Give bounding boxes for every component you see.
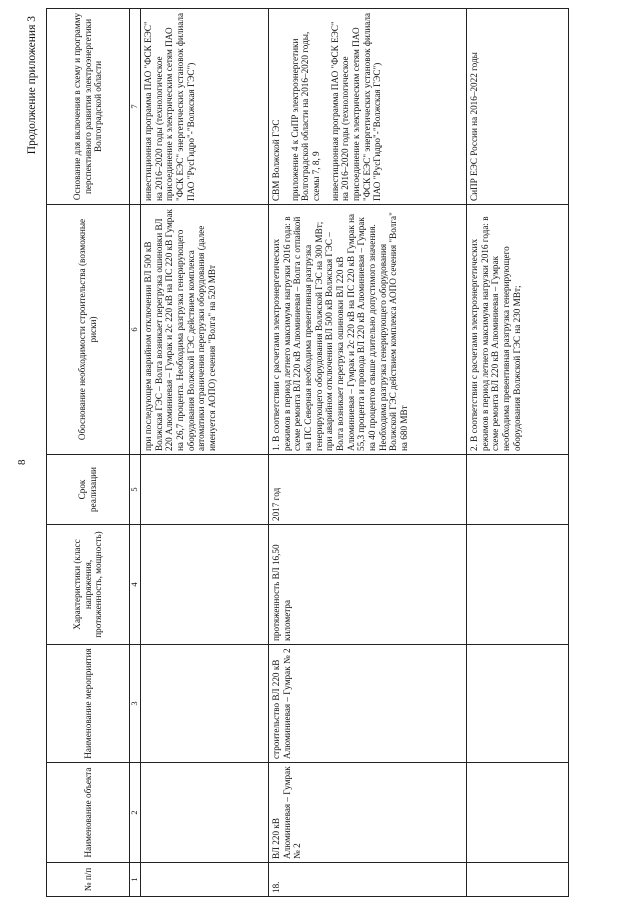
measures-table [46,8,569,897]
col-num-2: 2 [130,763,141,863]
header-justification: Обоснование необходимости строительства (возможные риски) [47,205,130,455]
col-num-7: 7 [130,9,141,205]
cell-empty [140,863,268,897]
cell-empty [140,525,268,645]
header-basis: Основание для включения в схему и программу перспективного развития электроэнергетики Волгоградской области [47,9,130,205]
cell-object: ВЛ 220 кВ Алюминиевая – Гумрак № 2 [268,763,466,863]
cell-empty [466,525,568,645]
header-measure: Наименование мероприятия [47,645,130,763]
basis-line-appendix: приложение 4 к СиПР электроэнергетики Волгоградской области на 2016–2020 годы, схемы 7, 8, 9 [289,31,321,201]
header-number: № п/п [47,863,130,897]
cell-empty [140,763,268,863]
header-row [47,9,130,897]
header-characteristics: Характеристики (класс напряжения, протяженность, мощность) [47,525,130,645]
cell-justification: 1. В соответствии с расчетами электроэнергетических режимов в период летнего максимума нагрузки 2016 года: в схеме ремонта ВЛ 220 кВ Алюминиевая – Волга с отпайкой на ПС Северная необходима превентивная разгрузка генерирующего оборудования Волжской ГЭС на 300 МВт; при аварийном отключении ВЛ 500 кВ Волжская ГЭС – Волга возникает перегрузка ошиновки ВЛ 220 кВ Алюминиевая – Гумрак и 2с 220 кВ на ПС 220 кВ Гумрак на 55,3 процента и провода ВЛ 220 кВ Алюминиевая – Гумрак на 40 процентов свыше длительно допустимого значения. Необходима разгрузка генерирующего оборудования Волжской ГЭС действием комплекса АОПО сечения "Волга" на 680 МВт [268,205,466,455]
table-row-continuation [140,9,268,897]
cell-empty [140,455,268,525]
cell-justification: 2. В соответствии с расчетами электроэнергетических режимов в период летнего максимума нагрузки 2016 года: в схеме ремонта ВЛ 220 кВ Алюминиевая – Гумрак необходима превентивная разгрузка генерирующего оборудования Волжской ГЭС на 230 МВт; [466,205,568,455]
cell-term: 2017 год [268,455,466,525]
col-num-1: 1 [130,863,141,897]
cell-measure: строительство ВЛ 220 кВ Алюминиевая – Гумрак № 2 [268,645,466,763]
col-num-5: 5 [130,455,141,525]
header-term: Срок реализации [47,455,130,525]
page-number: 8 [16,459,28,465]
cell-characteristics: протяженность ВЛ 16,50 километра [268,525,466,645]
header-object: Наименование объекта [47,763,130,863]
cell-empty [466,863,568,897]
cell-empty [466,763,568,863]
col-num-6: 6 [130,205,141,455]
column-numbers-row [130,9,141,897]
cell-empty [466,455,568,525]
cell-basis: инвестиционная программа ПАО "ФСК ЕЭС" на 2016–2020 годы (технологическое присоединение к электрическим сетям ПАО "ФСК ЕЭС" энергетических установок филиала ПАО "РусГидро"-"Волжская ГЭС") [140,9,268,205]
col-num-3: 3 [130,645,141,763]
basis-line-svm: СВМ Волжской ГЭС [270,119,281,201]
table-row-continued [466,9,568,897]
continuation-caption: Продолжение приложения 3 [26,16,38,155]
cell-number: 18. [268,863,466,897]
cell-justification: при последующем аварийном отключении ВЛ 500 кВ Волжская ГЭС – Волга возникает перегрузка ошиновки ВЛ 220 Алюминиевая – Гумрак и 2с 220 кВ на ПС 220 кВ Гумрак на 26,7 процента. Необходима разгрузка генерирующего оборудования Волжской ГЭС действием комплекса автоматики ограничения перегрузки оборудования (далее именуется АОПО) сечения "Волга" на 520 МВт [140,205,268,455]
cell-basis [268,9,466,205]
cell-empty [466,645,568,763]
basis-line-investment: инвестиционная программа ПАО "ФСК ЕЭС" на 2016–2020 годы (технологическое присоединение к электрическим сетям ПАО "ФСК ЕЭС" энергетических установок филиала ПАО "РусГидро"-"Волжская ГЭС") [329,12,383,201]
cell-empty [140,645,268,763]
table-row-18 [268,9,466,897]
col-num-4: 4 [130,525,141,645]
cell-basis: СиПР ЕЭС России на 2016–2022 годы [466,9,568,205]
